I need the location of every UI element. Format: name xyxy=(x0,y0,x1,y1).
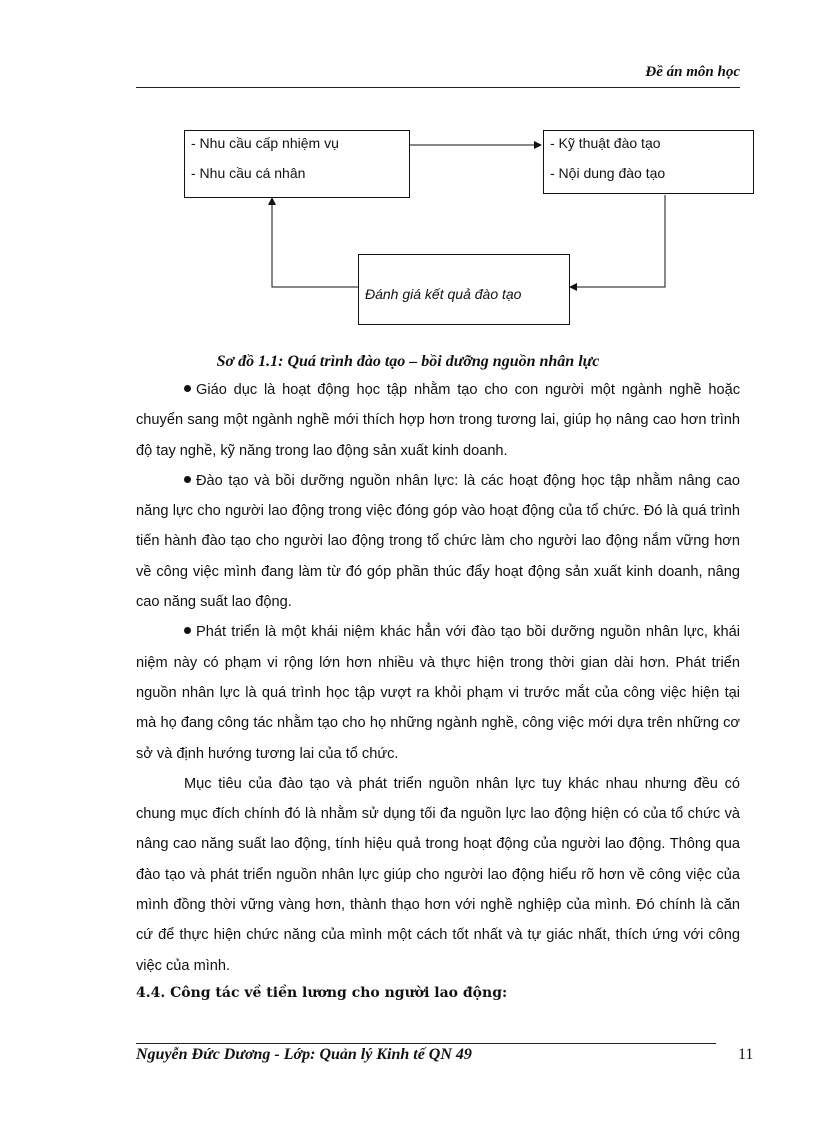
bullet-icon xyxy=(184,627,191,634)
paragraph-development xyxy=(136,617,740,768)
paragraph-text: Phát triển là một khái niệm khác hẳn với đào tạo bồi dưỡng nguồn nhân lực, khái niệm này có phạm vi rộng lớn hơn nhiều và thực hiện trong thời gian dài hơn. Phát triển nguồn nhân lực là quá trình học tập vượt ra khỏi phạm vi trước mắt của công việc hiện tại mà họ đang công tác nhằm tạo cho họ những ngành nghề, công việc mới dựa trên những cơ sở và định hướng tương lai của tổ chức. xyxy=(136,624,740,762)
page-header: Đề án môn học xyxy=(645,64,740,80)
technique-line-1: - Kỹ thuật đào tạo xyxy=(550,135,661,151)
paragraph-text: Mục tiêu của đào tạo và phát triển nguồn nhân lực tuy khác nhau nhưng đều có chung mục đích chính đó là nhằm sử dụng tối đa nguồn lực lao động hiện có của tổ chức và nâng cao năng suất lao động, tính hiệu quả trong hoạt động của người lao động. Thông qua đào tạo và phát triển nguồn nhân lực giúp cho người lao động hiểu rõ hơn về công việc của mình đồng thời vững vàng hơn, thành thạo hơn với nghề nghiệp của mình. Đó chính là căn cứ để thực hiện chức năng của mình một cách tốt nhất và tự giác nhất, thích ứng với công việc của mình. xyxy=(136,775,740,974)
bullet-icon xyxy=(184,476,191,483)
section-title: 4.4. Công tác về tiền lương cho người lao động: xyxy=(136,985,508,1001)
bullet-icon xyxy=(184,385,191,392)
body-text xyxy=(136,375,740,981)
footer-divider xyxy=(136,1043,716,1044)
footer-author: Nguyễn Đức Dương - Lớp: Quản lý Kinh tế QN 49 xyxy=(136,1046,472,1063)
paragraph-training xyxy=(136,466,740,617)
diagram-caption: Sơ đồ 1.1: Quá trình đào tạo – bồi dưỡng nguồn nhân lực xyxy=(216,353,600,370)
needs-line-1: - Nhu cầu cấp nhiệm vụ xyxy=(191,135,339,151)
needs-box xyxy=(184,130,410,198)
paragraph-text: Đào tạo và bồi dưỡng nguồn nhân lực: là các hoạt động học tập nhằm nâng cao năng lực cho người lao động trong việc đóng góp vào hoạt động của tổ chức. Đó là quá trình tiến hành đào tạo cho người lao động trong tổ chức làm cho người lao động nắm vững hơn về công việc mình đang làm từ đó góp phần thúc đẩy hoạt động sản xuất kinh doanh, nâng cao năng suất lao động. xyxy=(136,472,740,611)
arrow-evaluation-to-needs xyxy=(272,198,358,287)
needs-line-2: - Nhu cầu cá nhân xyxy=(191,165,306,181)
paragraph-objectives xyxy=(136,769,740,981)
evaluation-box xyxy=(358,254,570,325)
evaluation-line: Đánh giá kết quả đào tạo xyxy=(365,286,522,302)
technique-line-2: - Nội dung đào tạo xyxy=(550,165,666,181)
arrow-technique-to-evaluation xyxy=(570,195,665,287)
paragraph-text: Giáo dục là hoạt động học tập nhằm tạo cho con người một ngành nghề hoặc chuyển sang một ngành nghề mới thích hợp hơn trong tương lai, giúp họ nâng cao hơn trình độ tay nghề, kỹ năng trong lao động sản xuất kinh doanh. xyxy=(136,382,740,459)
technique-box xyxy=(543,130,754,194)
page-number: 11 xyxy=(738,1046,754,1063)
paragraph-education xyxy=(136,375,740,466)
